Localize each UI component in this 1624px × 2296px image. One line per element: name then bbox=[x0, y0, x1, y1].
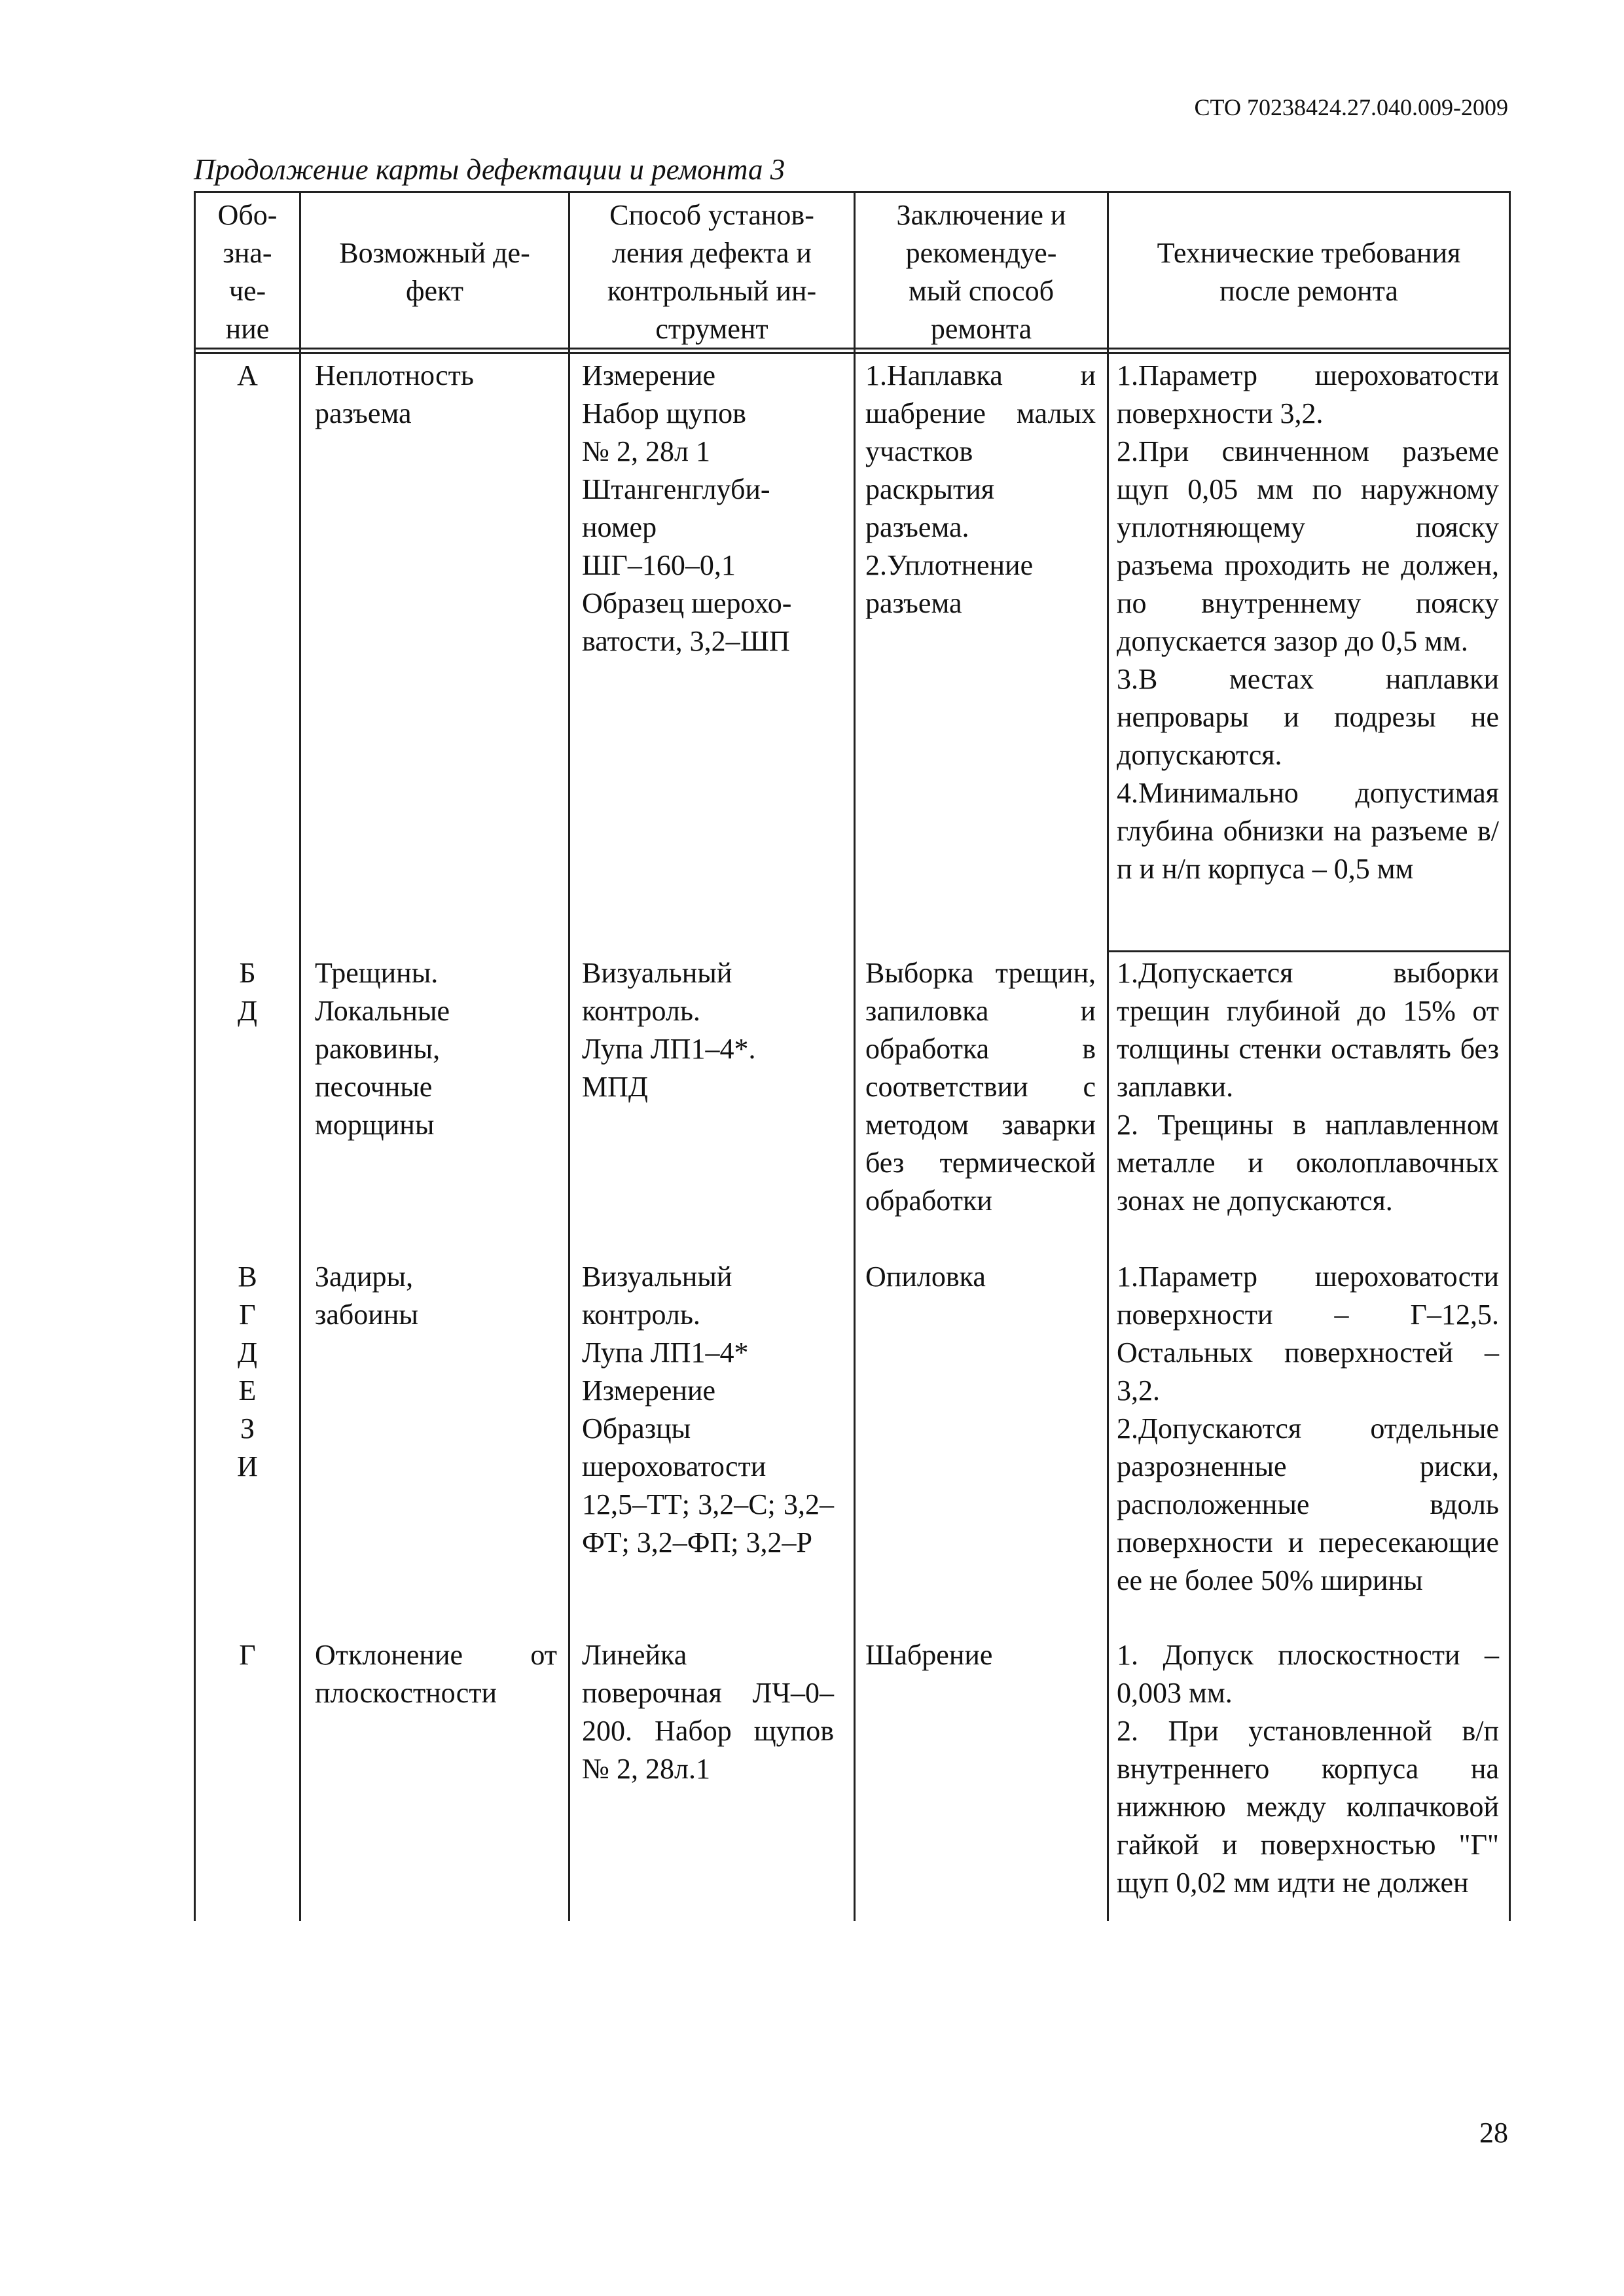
row-d-code: Г bbox=[239, 1639, 256, 1671]
row-d-requirements: 1. Допуск плоскостности – 0,003 мм. 2. При установленной в/п внутреннего корпуса на нижнюю между колпачковой гайкой и поверхностью "Г" щуп 0,02 мм идти не должен bbox=[1117, 1639, 1499, 1899]
row-b-defect: Трещины. Локальные раковины, песочные морщины bbox=[315, 957, 450, 1141]
column-divider bbox=[854, 193, 856, 1921]
row-d-method: Линейка поверочная ЛЧ–0–200. Набор щупов № 2, 28л.1 bbox=[582, 1639, 834, 1785]
row-divider bbox=[1107, 950, 1509, 952]
row-d-defect: Отклонение от плоскостности bbox=[315, 1639, 557, 1709]
header-possible-defect bbox=[301, 197, 568, 348]
standard-number: СТО 70238424.27.040.009-2009 bbox=[1194, 94, 1508, 120]
column-divider bbox=[568, 193, 570, 1921]
row-d-repair: Шабрение bbox=[865, 1639, 993, 1671]
row-b-method: Визуальный контроль. Лупа ЛП1–4*. МПД bbox=[582, 957, 756, 1103]
header-designation-text: Обо- зна- че- ние bbox=[217, 199, 278, 345]
header-detection-method bbox=[570, 197, 854, 348]
header-requirements bbox=[1109, 197, 1509, 348]
defect-repair-table bbox=[194, 191, 1511, 1921]
header-detection-method-text: Способ установ- ления дефекта и контрольный ин- струмент bbox=[607, 199, 817, 345]
row-a-repair: 1.Наплавка и шабрение малых участков раскрытия разъема. 2.Уплотнение разъема bbox=[865, 359, 1096, 619]
header-designation bbox=[196, 197, 299, 348]
column-divider bbox=[1107, 193, 1109, 1921]
row-a-defect: Неплотность разъема bbox=[315, 359, 474, 429]
row-b-repair: Выборка трещин, запиловка и обработка в соответствии с методом заварки без термической обработки bbox=[865, 957, 1096, 1217]
table-caption: Продолжение карты дефектации и ремонта 3 bbox=[194, 153, 785, 186]
row-a-method: Измерение Набор щупов № 2, 28л 1 Штангенглуби- номер ШГ–160–0,1 Образец шерохо- ватости, 3,2–ШП bbox=[582, 359, 792, 657]
header-possible-defect-text: Возможный де- фект bbox=[339, 237, 530, 307]
header-requirements-text: Технические требования после ремонта bbox=[1157, 237, 1461, 307]
row-a-requirements: 1.Параметр шероховатости поверхности 3,2. 2.При свинченном разъеме щуп 0,05 мм по наружному уплотняющему пояску разъема проходить не должен, по внутреннему пояску допускается зазор до 0,5 мм. 3.В местах наплавки непровары и подрезы не допускаются. 4.Минимально допустимая глубина обнизки на разъеме в/п и н/п корпуса – 0,5 мм bbox=[1117, 359, 1499, 885]
row-c-defect: Задиры, забоины bbox=[315, 1261, 418, 1331]
row-c-code: В Г Д Е З И bbox=[237, 1261, 258, 1482]
row-b-code: Б Д bbox=[237, 957, 257, 1027]
header-rule bbox=[196, 348, 1509, 350]
row-c-requirements: 1.Параметр шероховатости поверхности – Г–12,5. Остальных поверхностей – 3,2. 2.Допускаются отдельные разрозненные риски, расположенные вдоль поверхности и пересекающие ее не более 50% ширины bbox=[1117, 1261, 1499, 1596]
row-b-requirements: 1.Допускается выборки трещин глубиной до 15% от толщины стенки оставлять без заплавки. 2. Трещины в наплавленном металле и околоплавочных зонах не допускаются. bbox=[1117, 957, 1499, 1217]
row-c-repair: Опиловка bbox=[865, 1261, 986, 1293]
row-c-method: Визуальный контроль. Лупа ЛП1–4* Измерение Образцы шероховатости 12,5–ТТ; 3,2–С; 3,2–ФТ; 3,2–ФП; 3,2–Р bbox=[582, 1261, 834, 1558]
row-a-code: А bbox=[237, 359, 258, 391]
page-number: 28 bbox=[1479, 2117, 1508, 2149]
header-rule bbox=[196, 352, 1509, 354]
header-repair-method bbox=[856, 197, 1107, 348]
column-divider bbox=[299, 193, 301, 1921]
header-repair-method-text: Заключение и рекомендуе- мый способ ремонта bbox=[896, 199, 1066, 345]
